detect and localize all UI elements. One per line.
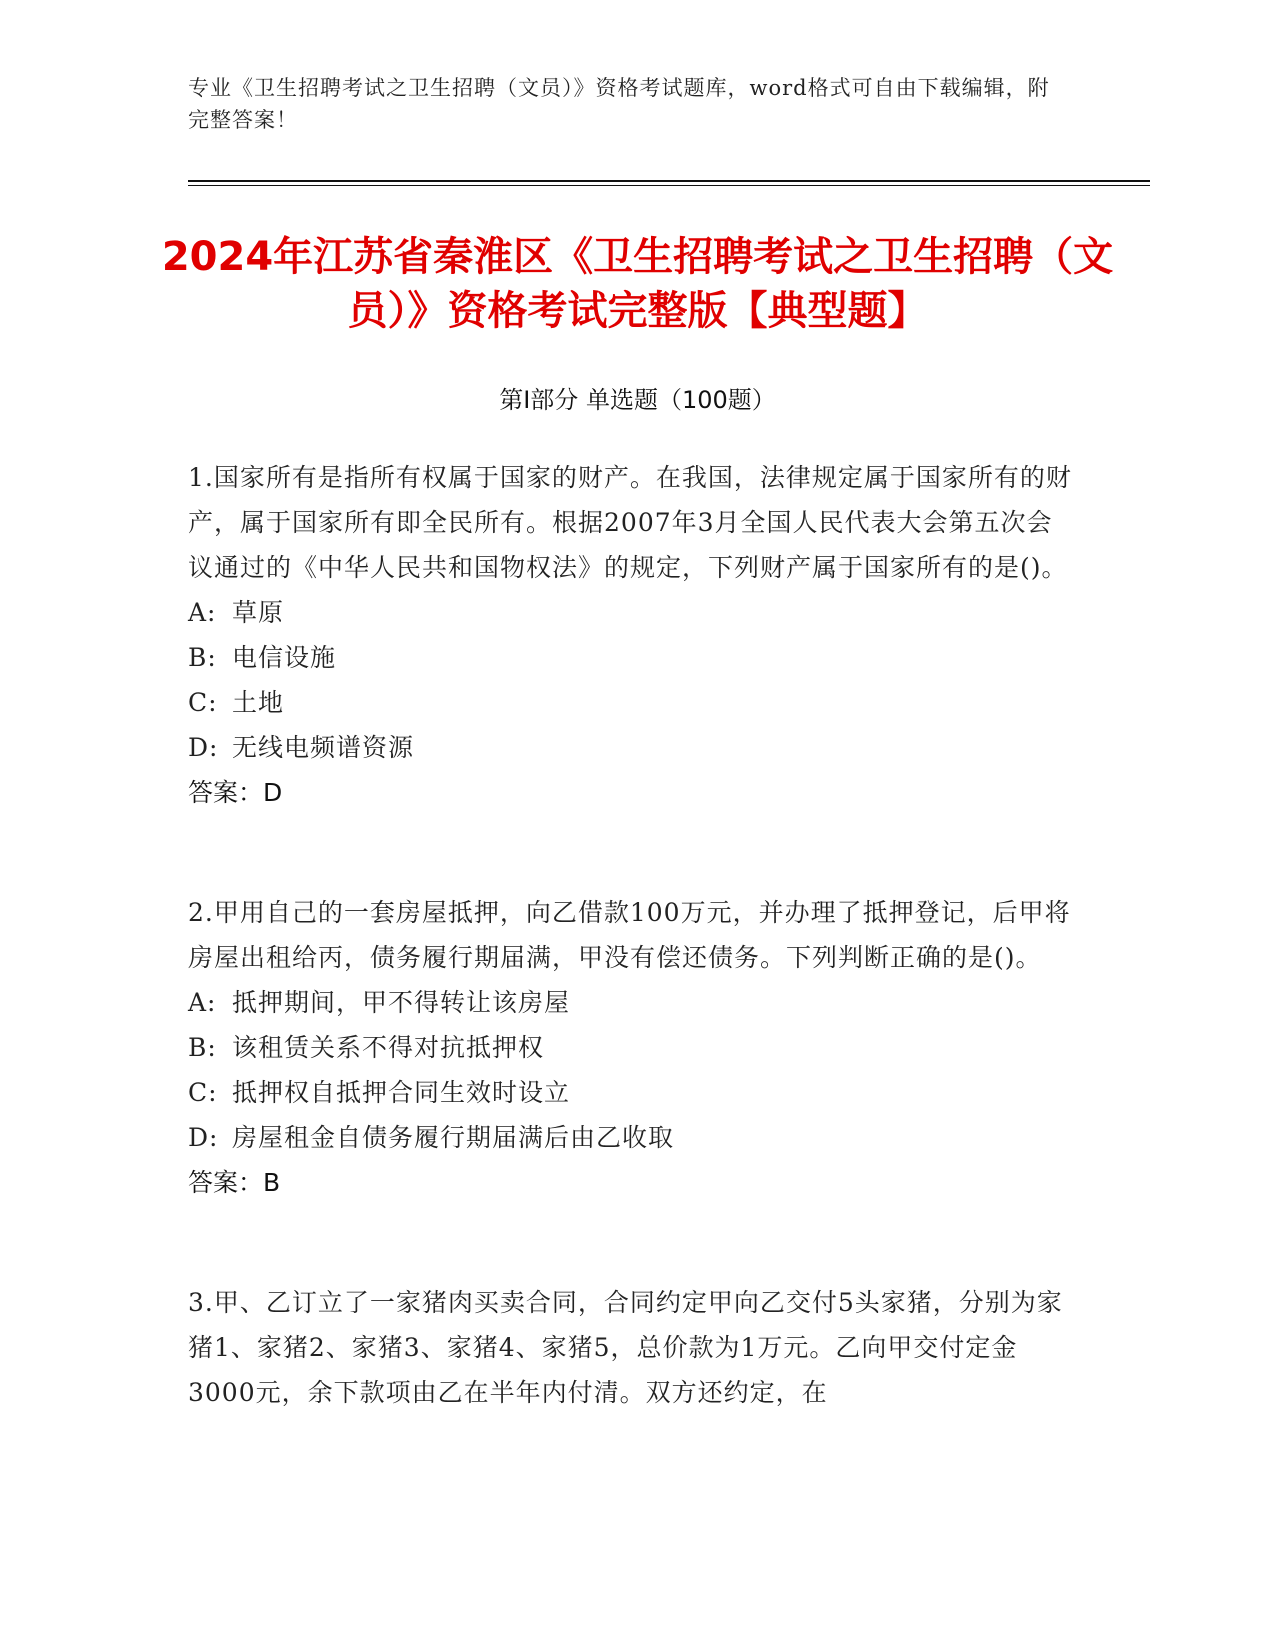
question-1-option-d: D: 无线电频谱资源 xyxy=(188,733,415,762)
document-title: 2024年江苏省秦淮区《卫生招聘考试之卫生招聘（文员）》资格考试完整版【典型题】 xyxy=(161,234,1114,334)
header-note: 专业《卫生招聘考试之卫生招聘（文员）》资格考试题库，word格式可自由下载编辑，附完整答案！ xyxy=(188,76,1050,132)
question-1-answer: 答案：D xyxy=(188,778,283,807)
question-1 xyxy=(188,455,1078,815)
question-1-option-c: C: 土地 xyxy=(188,688,285,717)
question-1-option-a: A: 草原 xyxy=(188,598,285,627)
question-2-option-a: A: 抵押期间，甲不得转让该房屋 xyxy=(188,988,571,1017)
question-2-option-c: C: 抵押权自抵押合同生效时设立 xyxy=(188,1078,571,1107)
question-3-text: 3.甲、乙订立了一家猪肉买卖合同，合同约定甲向乙交付5头家猪，分别为家猪1、家猪2、家猪3、家猪4、家猪5，总价款为1万元。乙向甲交付定金3000元，余下款项由乙在半年内付清。双方还约定，在 xyxy=(188,1288,1063,1407)
question-2 xyxy=(188,890,1078,1205)
question-1-text: 1.国家所有是指所有权属于国家的财产。在我国，法律规定属于国家所有的财产，属于国家所有即全民所有。根据2007年3月全国人民代表大会第五次会议通过的《中华人民共和国物权法》的规定，下列财产属于国家所有的是()。 xyxy=(188,463,1072,582)
header-divider-thin xyxy=(188,185,1150,186)
question-3 xyxy=(188,1280,1078,1415)
question-2-answer: 答案：B xyxy=(188,1168,281,1197)
header-divider-thick xyxy=(188,180,1150,182)
question-2-text: 2.甲用自己的一套房屋抵押，向乙借款100万元，并办理了抵押登记，后甲将房屋出租给丙，债务履行期届满，甲没有偿还债务。下列判断正确的是()。 xyxy=(188,898,1071,972)
question-2-option-b: B: 该租赁关系不得对抗抵押权 xyxy=(188,1033,545,1062)
section-heading: 第Ⅰ部分 单选题（100题） xyxy=(499,386,776,414)
question-2-option-d: D: 房屋租金自债务履行期届满后由乙收取 xyxy=(188,1123,675,1152)
question-1-option-b: B: 电信设施 xyxy=(188,643,337,672)
